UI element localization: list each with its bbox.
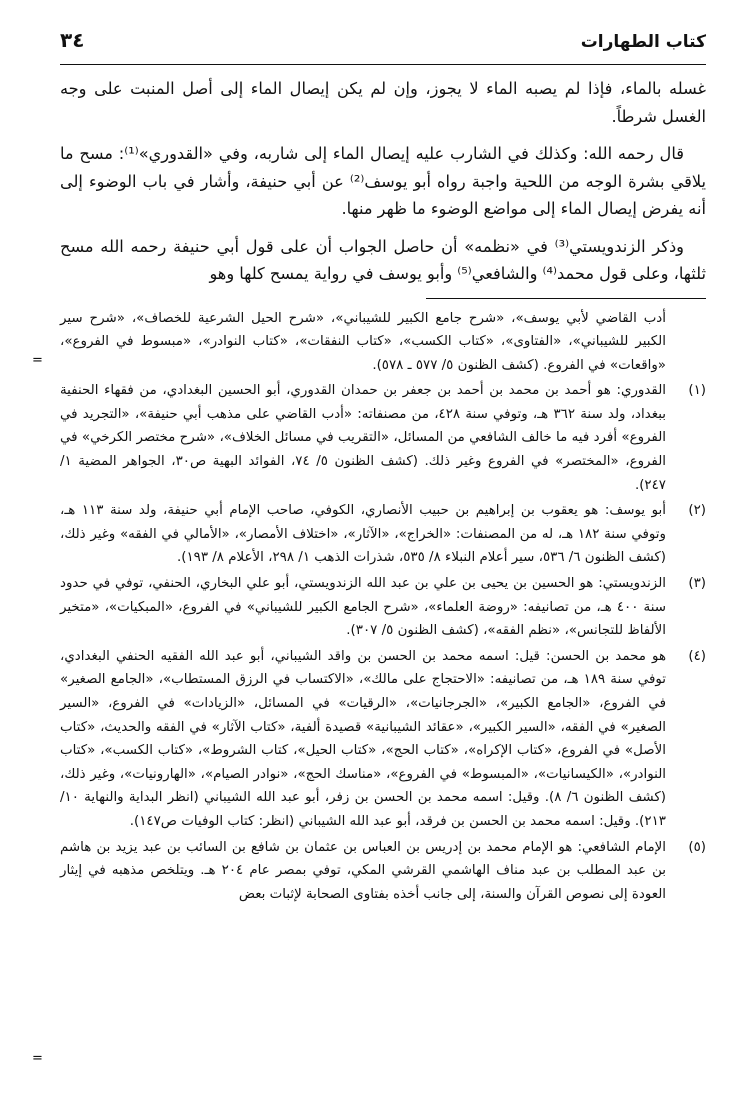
footnote-2	[60, 499, 706, 570]
footnote-text: هو محمد بن الحسن: قيل: اسمه محمد بن الحسن بن واقد الشيباني، أبو عبد الله الفقيه الحنفي البغدادي، توفي سنة ١٨٩ هـ، من تصانيفه: «الاحتجاج على مالك»، «الاكتساب في الرزق المستطاب»، «الجامع الصغير» في الفروع، «الجامع الكبير»، «الجرجانيات»، «الرقيات» في المسائل، «الزيادات» في الفروع، «السير الصغير» في الفقه، «السير الكبير»، «عقائد الشيبانية» قصيدة ألفية، «كتاب الآثار» في الفقه والحديث، «كتاب الأصل» في الفروع، «كتاب الإكراه»، «كتاب الحج»، «كتاب الحيل»، كتاب الشروط»، «كتاب الكسب»، «كتاب النوادر»، «الكيسانيات»، «المبسوط» في الفروع»، «مناسك الحج»، «نوادر الصيام»، «الهارونيات»، وغير ذلك، (كشف الظنون ٦/ ٨). وقيل: اسمه محمد بن الحسن بن زفر، أبو عبد الله الشيباني (انظر البداية والنهاية ١٠/ ٢١٣). وقيل: اسمه محمد بن الحسن بن فرقد، أبو عبد الله الشيباني (انظر: كتاب الوفيات ص١٤٧).	[60, 648, 667, 829]
footnote-marker: (٥)	[688, 839, 706, 855]
body-paragraph: وذكر الزندويستي⁽³⁾ في «نظمه» أن حاصل الجواب أن على قول أبي حنيفة رحمه الله مسح ثلثها، وعلى قول محمد⁽⁴⁾ والشافعي⁽⁵⁾ وأبو يوسف في رواية يمسح كلها وهو	[60, 236, 706, 283]
footnote-marker: (١)	[688, 383, 706, 399]
footnotes	[60, 307, 706, 907]
footnote-text: القدوري: هو أحمد بن محمد بن أحمد بن جعفر بن حمدان القدوري، أبو الحسين البغدادي، من فقهاء الحنفية ببغداد، ولد سنة ٣٦٢ هـ، وتوفي سنة ٤٢٨، من مصنفاته: «أدب القاضي على مذهب أبي حنيفة»، «التجريد في الفروع» أفرد فيه ما خالف الشافعي من المسائل، «التقريب في مسائل الخلاف»، «شرح مختصر الكرخي» في الفروع، «المختصر» في الفروع وغير ذلك. (كشف الظنون ٥/ ٧٤، الفوائد البهية ص٣٠، الجواهر المضية ١/ ٢٤٧).	[60, 383, 666, 493]
footnote-5	[60, 836, 706, 907]
footnote-continues-mark: =	[32, 1051, 43, 1066]
footnote-continuation-mark: =	[32, 353, 43, 368]
footnote-text: الزندويستي: هو الحسين بن يحيى بن علي بن عبد الله الزندويستي، أبو علي البخاري، الحنفي، توفي في حدود سنة ٤٠٠ هـ، من تصانيفه: «روضة العلماء»، «شرح الجامع الكبير للشيباني» في الفروع، «المبكيات»، «متخير الألفاظ للتجانس»، «نظم الفقه»، (كشف الظنون ٥/ ٣٠٧).	[60, 576, 666, 639]
book-page	[60, 28, 706, 908]
main-text	[60, 75, 706, 288]
page-number: ٣٤	[60, 28, 85, 52]
footnote-1	[60, 379, 706, 497]
footnote-4	[60, 645, 706, 834]
page-header	[60, 28, 706, 65]
running-title: كتاب الطهارات	[580, 32, 706, 52]
footnote-continuation	[60, 307, 706, 378]
body-paragraph: غسله بالماء، فإذا لم يصبه الماء لا يجوز، وإن لم يكن إيصال الماء إلى أصل المنبت على وجه الغسل شرطاً.	[60, 79, 706, 126]
footnote-marker: (٢)	[688, 503, 706, 519]
footnote-marker: (٣)	[688, 576, 706, 592]
footnote-text: أدب القاضي لأبي يوسف»، «شرح جامع الكبير للشيباني»، «شرح الحيل الشرعية للخصاف»، «شرح سير الكبير للشيباني»، «الفتاوى»، «كتاب الكسب»، «كتاب النفقات»، «كتاب النوادر»، «مبسوط في الفروع»، «واقعات» في الفروع. (كشف الظنون ٥/ ٥٧٧ ـ ٥٧٨).	[60, 310, 666, 373]
footnote-marker: (٤)	[688, 648, 706, 664]
footnote-3	[60, 572, 706, 643]
body-paragraph: قال رحمه الله: وكذلك في الشارب عليه إيصال الماء إلى شاربه، وفي «القدوري»⁽¹⁾: مسح ما يلاقي بشرة الوجه من اللحية واجبة رواه أبو يوسف⁽²⁾ عن أبي حنيفة، وأشار في باب الوضوء إلى أنه يفرض إيصال الماء إلى مواضع الوضوء ما ظهر منها.	[60, 144, 707, 218]
footnote-text: الإمام الشافعي: هو الإمام محمد بن إدريس بن العباس بن عثمان بن شافع بن السائب بن عبد يزيد بن هاشم بن عبد المطلب بن عبد مناف الهاشمي القرشي المكي، توفي بمصر عام ٢٠٤ هـ. ويتلخص مذهبه في إيثار العودة إلى نصوص القرآن والسنة، إلى جانب أخذه بفتاوى الصحابة لإثبات بعض	[60, 839, 666, 902]
footnote-text: أبو يوسف: هو يعقوب بن إبراهيم بن حبيب الأنصاري، الكوفي، صاحب الإمام أبي حنيفة، ولد سنة ١١٣ هـ، وتوفي سنة ١٨٢ هـ، له من المصنفات: «الخراج»، «الآثار»، «اختلاف الأمصار»، «الأمالي في الفقه» وغير ذلك، (كشف الظنون ٦/ ٥٣٦، سير أعلام النبلاء ٨/ ٥٣٥، شذرات الذهب ١/ ٢٩٨، الأعلام ٨/ ١٩٣).	[60, 503, 666, 566]
footnote-divider	[426, 298, 706, 299]
